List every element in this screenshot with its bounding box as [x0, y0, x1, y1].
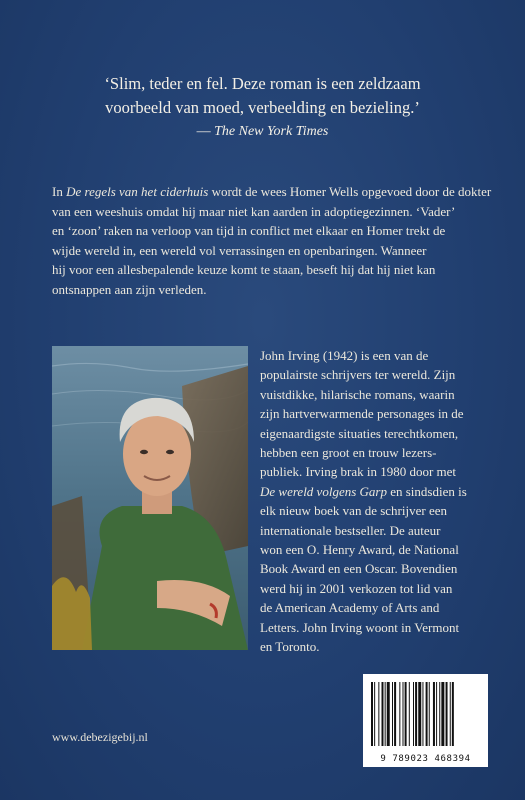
barcode-bar: [405, 682, 407, 746]
quote-line-2: voorbeeld van moed, verbeelding en bezieling.’: [105, 98, 420, 117]
bio-line: populairste schrijvers ter wereld. Zijn: [260, 367, 456, 383]
blurb-line: van een weeshuis omdat hij maar niet kan aarden in adoptiegezinnen. ‘Vader’: [52, 203, 456, 219]
barcode-bar: [446, 682, 448, 746]
blurb-text: wordt de wees Homer Wells opgevoed door de dokter: [208, 184, 492, 199]
barcode-bar: [382, 682, 384, 746]
bio-line: werd hij in 2001 verkozen tot lid van: [260, 580, 453, 596]
bio-line: zijn hartverwarmende personages in de: [260, 406, 464, 422]
garp-title: De wereld volgens Garp: [260, 483, 387, 499]
book-blurb: [52, 182, 492, 299]
blurb-line: hij voor een allesbepalende keuze komt te staan, beseft hij dat hij niet kan: [52, 262, 436, 277]
barcode-bar: [426, 682, 428, 746]
barcode-bar: [450, 682, 451, 746]
barcode-bar: [378, 682, 379, 746]
bio-line: elk nieuw boek van de schrijver een: [260, 503, 447, 519]
barcode-bar: [387, 682, 390, 746]
barcode-bar: [422, 682, 423, 746]
bio-line: hebben een groot en trouw lezers-: [260, 445, 437, 461]
author-photo: [52, 346, 248, 650]
barcode-bar: [418, 682, 421, 746]
bio-line: Letters. John Irving woont in Vermont: [260, 619, 460, 635]
blurb-line: [52, 182, 492, 202]
barcode-bar: [433, 682, 435, 746]
quote-line-1: ‘Slim, teder en fel. Deze roman is een zeldzaam: [104, 74, 421, 93]
blurb-line: en ‘zoon’ raken na verloop van tijd in conflict met elkaar en Homer trekt de: [52, 223, 446, 238]
barcode-bar: [409, 682, 410, 746]
bio-line: [260, 482, 480, 501]
bio-line: won een O. Henry Award, de National: [260, 542, 459, 558]
bio-line: de American Academy of Arts and: [260, 600, 440, 616]
bio-text: en sindsdien is: [386, 483, 467, 499]
attribution-dash: —: [196, 124, 215, 139]
book-title: De regels van het ciderhuis: [66, 184, 209, 199]
blurb-text: In: [52, 184, 67, 199]
barcode-bar: [403, 682, 404, 746]
review-quote: [40, 72, 485, 144]
publisher-website: www.debezigebij.nl: [52, 730, 148, 744]
barcode-bar: [374, 682, 375, 746]
blurb-line: ontsnappen aan zijn verleden.: [52, 281, 207, 297]
attribution-source: The New York Times: [214, 124, 329, 139]
barcode-bar: [429, 682, 430, 746]
barcode-bar: [371, 682, 373, 746]
barcode-bar: [436, 682, 437, 746]
blurb-line: wijde wereld in, een wereld vol verrassingen en openbaringen. Wanneer: [52, 242, 427, 258]
barcode-bar: [394, 682, 396, 746]
barcode-bar: [399, 682, 400, 746]
barcode-bar: [413, 682, 414, 746]
barcode-bar: [452, 682, 454, 746]
quote-attribution: [40, 120, 485, 144]
author-portrait-illustration: [52, 346, 248, 650]
barcode-bars: [371, 682, 480, 746]
barcode-bar: [392, 682, 393, 746]
bio-line: John Irving (1942) is een van de: [260, 348, 429, 363]
bio-line: internationale bestseller. De auteur: [260, 522, 441, 538]
barcode-bar: [385, 682, 386, 746]
bio-line: Book Award en een Oscar. Bovendien: [260, 561, 458, 577]
barcode-bar: [441, 682, 444, 746]
bio-line: eigenaardigste situaties terechtkomen,: [260, 425, 459, 441]
isbn-number: 9 789023 468394: [380, 754, 471, 764]
barcode-bar: [439, 682, 440, 746]
bio-line: vuistdikke, hilarische romans, waarin: [260, 386, 455, 402]
isbn-barcode: [363, 674, 488, 767]
author-biography: [260, 346, 480, 657]
barcode-bar: [415, 682, 417, 746]
bio-line: en Toronto.: [260, 639, 320, 655]
bio-line: publiek. Irving brak in 1980 door met: [260, 464, 457, 480]
